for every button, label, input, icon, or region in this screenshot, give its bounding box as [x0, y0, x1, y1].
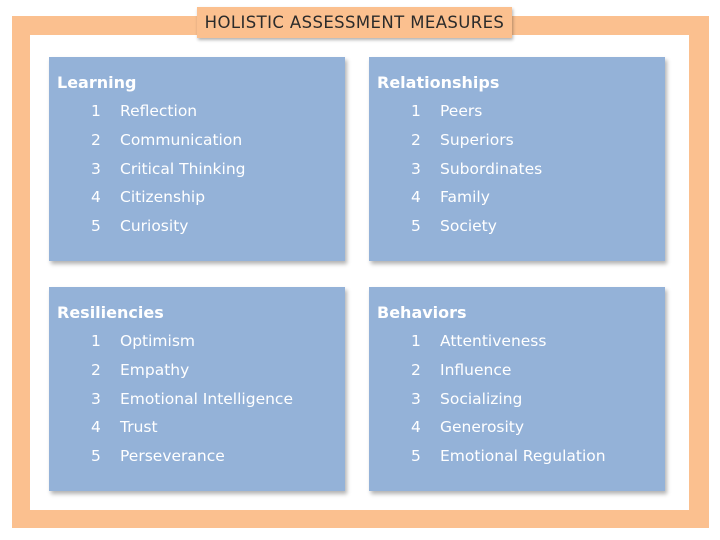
item-number: 5 [411, 217, 421, 235]
item-label: Socializing [440, 390, 523, 408]
item-number: 4 [411, 188, 421, 206]
item-number: 3 [411, 390, 421, 408]
item-label: Curiosity [120, 217, 189, 235]
list-item [369, 390, 665, 410]
list-item [49, 332, 345, 352]
item-number: 1 [91, 102, 101, 120]
list-item [369, 160, 665, 180]
item-label: Communication [120, 131, 243, 149]
item-label: Peers [440, 102, 483, 120]
item-label: Critical Thinking [120, 160, 246, 178]
list-item [369, 217, 665, 237]
list-item [49, 160, 345, 180]
item-label: Emotional Intelligence [120, 390, 293, 408]
item-number: 5 [411, 447, 421, 465]
list-item [369, 102, 665, 122]
panel-resiliencies [49, 287, 345, 491]
panel-relationships [369, 57, 665, 261]
title-banner [197, 7, 512, 38]
item-number: 2 [91, 361, 101, 379]
item-number: 2 [411, 131, 421, 149]
list-item [369, 418, 665, 438]
item-label: Citizenship [120, 188, 206, 206]
item-number: 4 [91, 188, 101, 206]
list-item [49, 188, 345, 208]
item-label: Reflection [120, 102, 198, 120]
panel-learning [49, 57, 345, 261]
list-item [49, 418, 345, 438]
panel-title: Relationships [377, 73, 500, 92]
item-number: 1 [411, 102, 421, 120]
item-number: 5 [91, 217, 101, 235]
item-number: 4 [91, 418, 101, 436]
panel-title: Learning [57, 73, 137, 92]
item-label: Superiors [440, 131, 514, 149]
list-item [369, 188, 665, 208]
list-item [49, 102, 345, 122]
page-title: HOLISTIC ASSESSMENT MEASURES [204, 13, 505, 32]
panel-title: Resiliencies [57, 303, 164, 322]
item-label: Emotional Regulation [440, 447, 606, 465]
item-label: Optimism [120, 332, 196, 350]
item-label: Empathy [120, 361, 190, 379]
list-item [369, 131, 665, 151]
item-label: Family [440, 188, 490, 206]
list-item [49, 217, 345, 237]
item-label: Society [440, 217, 497, 235]
list-item [49, 447, 345, 467]
item-number: 5 [91, 447, 101, 465]
list-item [369, 447, 665, 467]
item-label: Generosity [440, 418, 525, 436]
item-number: 2 [411, 361, 421, 379]
panel-behaviors [369, 287, 665, 491]
item-number: 2 [91, 131, 101, 149]
item-label: Trust [120, 418, 158, 436]
item-number: 1 [91, 332, 101, 350]
list-item [49, 361, 345, 381]
list-item [49, 131, 345, 151]
item-number: 3 [411, 160, 421, 178]
item-label: Attentiveness [440, 332, 547, 350]
list-item [369, 332, 665, 352]
item-label: Influence [440, 361, 512, 379]
list-item [369, 361, 665, 381]
panel-title: Behaviors [377, 303, 467, 322]
list-item [49, 390, 345, 410]
item-number: 3 [91, 390, 101, 408]
item-label: Perseverance [120, 447, 225, 465]
item-number: 1 [411, 332, 421, 350]
item-number: 3 [91, 160, 101, 178]
item-label: Subordinates [440, 160, 543, 178]
item-number: 4 [411, 418, 421, 436]
